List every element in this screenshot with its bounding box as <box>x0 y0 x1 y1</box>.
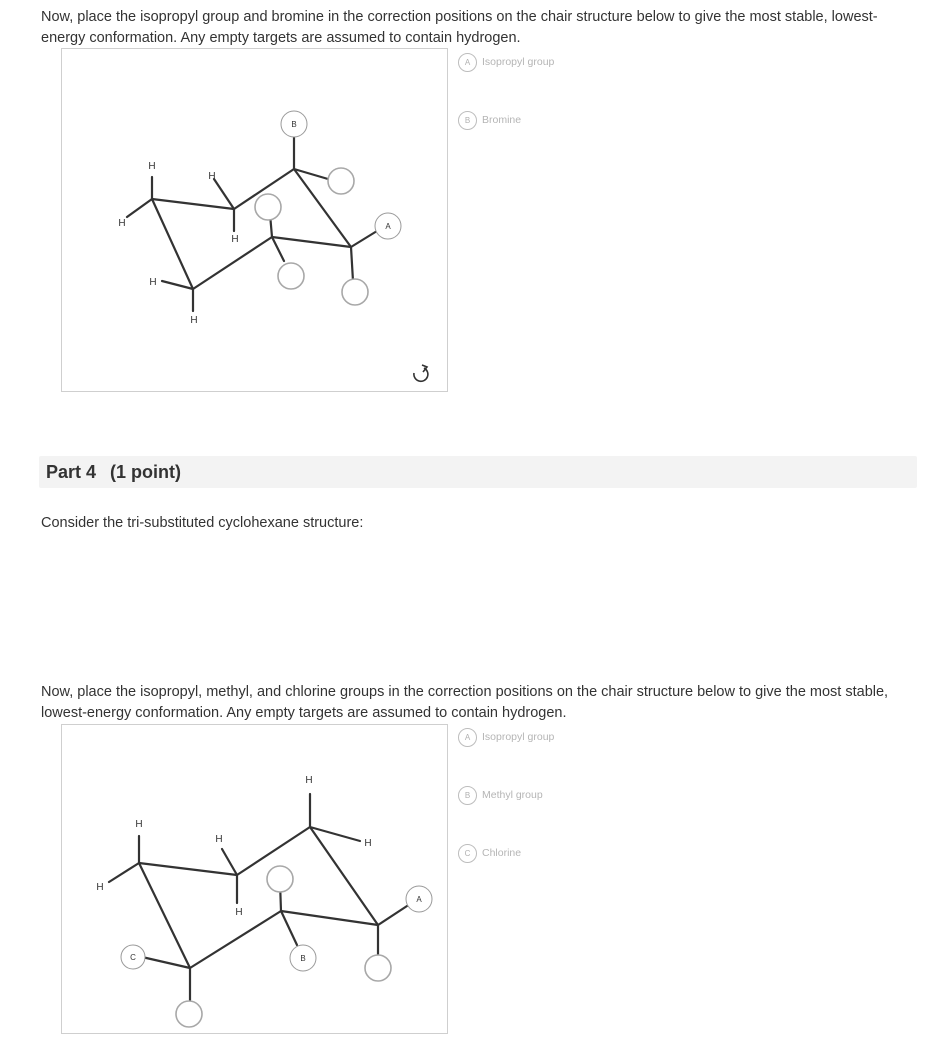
ring-bond <box>139 863 190 968</box>
h-label: H <box>215 834 223 845</box>
equatorial-bond <box>109 863 139 882</box>
chair-diagram-canvas-2[interactable] <box>61 724 448 1034</box>
empty-target[interactable] <box>342 279 368 305</box>
h-label: H <box>148 161 156 172</box>
target-b-filled[interactable] <box>281 111 307 137</box>
h-label: H <box>118 218 126 229</box>
svg-text:B: B <box>291 120 297 129</box>
h-label: H <box>305 775 313 786</box>
part-4-intro: Consider the tri-substituted cyclohexane structure: <box>41 515 364 531</box>
ring-bond <box>152 199 234 209</box>
empty-target[interactable] <box>267 866 293 892</box>
option-a-isopropyl[interactable] <box>458 53 554 72</box>
ring-bond <box>152 199 193 289</box>
ring-bond <box>281 911 378 925</box>
h-label: H <box>149 277 157 288</box>
option-c-marker: C <box>458 844 477 863</box>
empty-target[interactable] <box>365 955 391 981</box>
part-title: Part 4 <box>46 462 97 482</box>
equatorial-bond <box>351 231 377 247</box>
option-b-marker: B <box>458 111 477 130</box>
equatorial-bond <box>127 199 152 217</box>
h-label: H <box>135 819 143 830</box>
ring-bond <box>190 911 281 968</box>
empty-target[interactable] <box>176 1001 202 1027</box>
part-4-header <box>39 456 917 488</box>
svg-text:B: B <box>300 954 306 963</box>
chair-structure-2 <box>62 725 447 1033</box>
option-b-methyl[interactable] <box>458 786 543 805</box>
h-label: H <box>231 234 239 245</box>
target-a-filled[interactable] <box>406 886 432 912</box>
h-label: H <box>235 907 243 918</box>
target-b-filled[interactable] <box>290 945 316 971</box>
svg-text:A: A <box>385 222 391 231</box>
chair-structure-1 <box>62 49 447 391</box>
svg-text:A: A <box>416 895 422 904</box>
ring-bond <box>139 863 237 875</box>
option-a-label: Isopropyl group <box>482 56 555 68</box>
axial-bond <box>351 247 353 281</box>
option-a-marker: A <box>458 728 477 747</box>
option-c-chlorine[interactable] <box>458 844 521 863</box>
option-b-bromine[interactable] <box>458 111 521 130</box>
ring-bond <box>272 237 351 247</box>
equatorial-bond <box>142 957 190 968</box>
question-prompt-part3: Now, place the isopropyl group and bromine in the correction positions on the chair structure below to give the most stable, lowest-energy conformation. Any empty targets are assumed to contain hydrogen. <box>41 9 878 46</box>
equatorial-bond <box>222 849 237 875</box>
chair-diagram-canvas-1[interactable] <box>61 48 448 392</box>
option-a-label: Isopropyl group <box>482 731 555 743</box>
equatorial-bond <box>272 237 284 261</box>
question-prompt-part4: Now, place the isopropyl, methyl, and chlorine groups in the correction positions on the chair structure below to give the most stable, lowest-energy conformation. Any empty targets are assumed to contain hydrogen. <box>41 684 889 721</box>
target-a-filled[interactable] <box>375 213 401 239</box>
equatorial-bond <box>214 179 234 209</box>
option-a-isopropyl[interactable] <box>458 728 554 747</box>
option-a-marker: A <box>458 53 477 72</box>
option-b-label: Methyl group <box>482 789 543 801</box>
part-points: (1 point) <box>110 462 181 482</box>
empty-target[interactable] <box>278 263 304 289</box>
option-b-label: Bromine <box>482 114 522 126</box>
h-label: H <box>364 838 372 849</box>
equatorial-bond <box>281 911 297 945</box>
svg-text:C: C <box>130 953 136 962</box>
equatorial-bond <box>378 906 407 925</box>
empty-target[interactable] <box>255 194 281 220</box>
option-c-label: Chlorine <box>482 847 522 859</box>
empty-target[interactable] <box>328 168 354 194</box>
target-c-filled[interactable] <box>121 945 145 969</box>
h-label: H <box>190 315 198 326</box>
option-b-marker: B <box>458 786 477 805</box>
reset-icon[interactable] <box>414 365 428 381</box>
h-label: H <box>96 882 104 893</box>
equatorial-bond <box>162 281 193 289</box>
h-label: H <box>208 171 216 182</box>
